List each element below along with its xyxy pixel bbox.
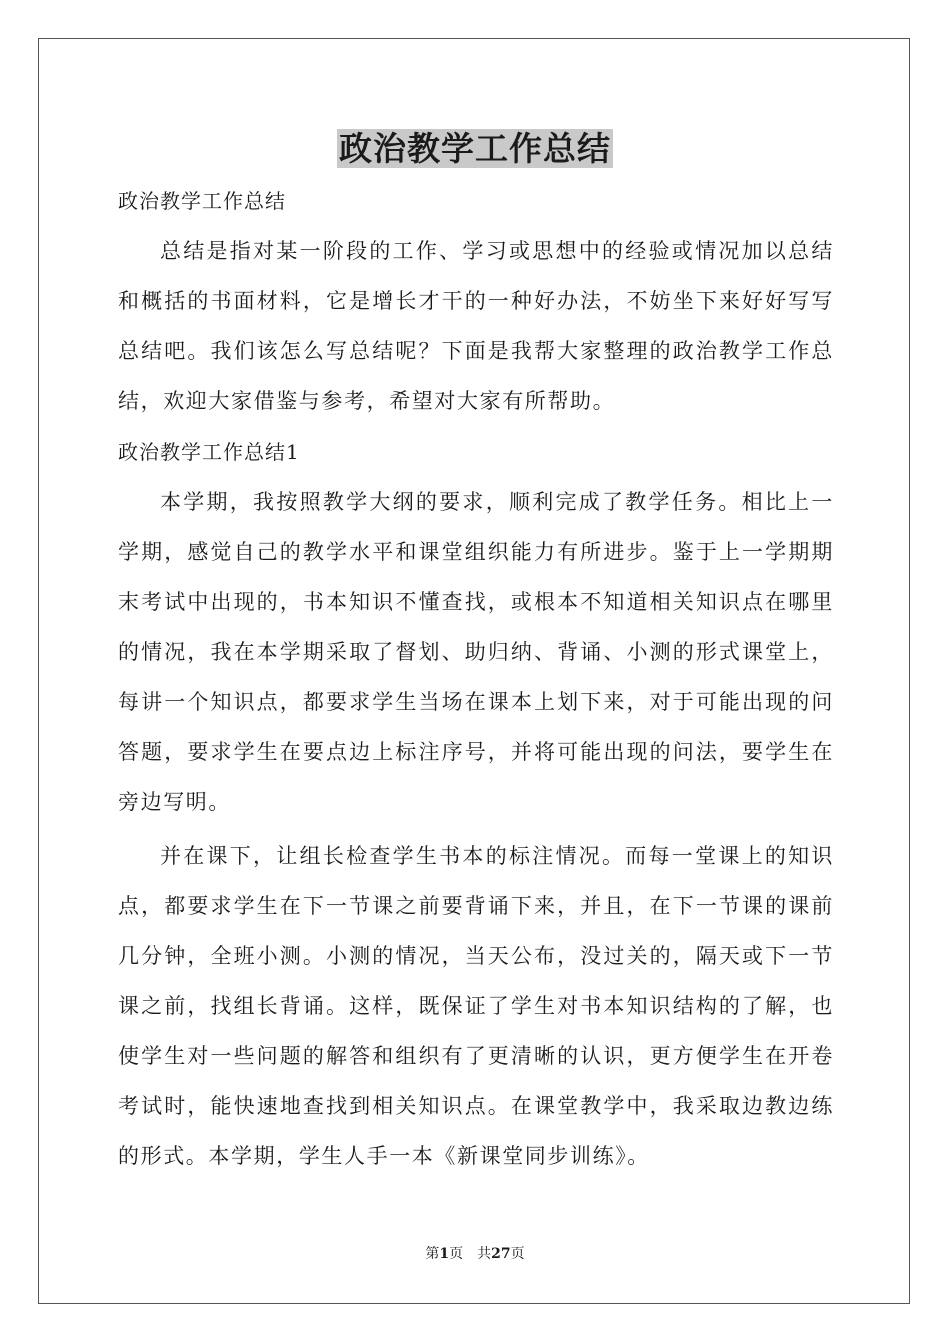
- page-footer: [0, 1244, 950, 1264]
- section-paragraph-1: 本学期，我按照教学大纲的要求，顺利完成了教学任务。相比上一学期，感觉自己的教学水平和课堂组织能力有所进步。鉴于上一学期期末考试中出现的，书本知识不懂查找，或根本不知道相关知识点在哪里的情况，我在本学期采取了督划、助归纳、背诵、小测的形式课堂上，每讲一个知识点，都要求学生当场在课本上划下来，对于可能出现的问答题，要求学生在要点边上标注序号，并将可能出现的问法，要学生在旁边写明。: [118, 490, 834, 814]
- document-body: [118, 176, 834, 1182]
- footer-page-total: 27: [491, 1246, 511, 1262]
- intro-heading: 政治教学工作总结: [118, 189, 286, 213]
- footer-page-current: 1: [439, 1246, 450, 1262]
- document-title-text: 政治教学工作总结: [339, 129, 611, 168]
- section-paragraph-2: 并在课下，让组长检查学生书本的标注情况。而每一堂课上的知识点，都要求学生在下一节课之前要背诵下来，并且，在下一节课的课前几分钟，全班小测。小测的情况，当天公布，没过关的，隔天或下一节课之前，找组长背诵。这样，既保证了学生对书本知识结构的了解，也使学生对一些问题的解答和组织有了更清晰的认识，更方便学生在开卷考试时，能快速地查找到相关知识点。在课堂教学中，我采取边教边练的形式。本学期，学生人手一本《新课堂同步训练》。: [118, 844, 834, 1168]
- intro-paragraph: 总结是指对某一阶段的工作、学习或思想中的经验或情况加以总结和概括的书面材料，它是增长才干的一种好办法，不妨坐下来好好写写总结吧。我们该怎么写总结呢？下面是我帮大家整理的政治教学工作总结，欢迎大家借鉴与参考，希望对大家有所帮助。: [118, 239, 834, 413]
- footer-page-mid: 页 共: [449, 1246, 492, 1262]
- footer-page-suffix: 页: [510, 1246, 525, 1262]
- document-title: [0, 124, 950, 174]
- section-heading: 政治教学工作总结1: [118, 440, 300, 464]
- footer-page-prefix: 第: [425, 1246, 440, 1262]
